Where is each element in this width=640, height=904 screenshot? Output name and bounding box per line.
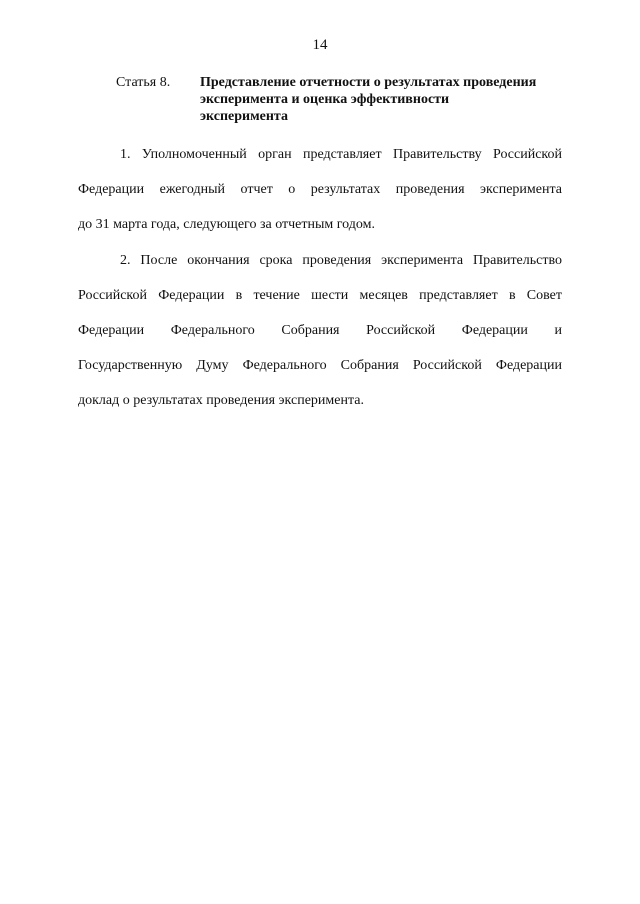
paragraph-line: Федерации ежегодный отчет о результатах проведения эксперимента xyxy=(78,182,562,197)
paragraph-line: Российской Федерации в течение шести месяцев представляет в Совет xyxy=(78,288,562,303)
article-title-line: Представление отчетности о результатах проведения xyxy=(200,75,537,90)
article-title-line: эксперимента xyxy=(200,109,288,124)
paragraph-line: Государственную Думу Федерального Собрания Российской Федерации xyxy=(78,358,562,373)
paragraph-line: Федерации Федерального Собрания Российской Федерации и xyxy=(78,323,562,338)
article-label: Статья 8. xyxy=(116,75,171,90)
paragraph-line: доклад о результатах проведения эксперимента. xyxy=(78,393,364,408)
paragraph-line: 2. После окончания срока проведения эксперимента Правительство xyxy=(120,253,562,268)
paragraph-line: до 31 марта года, следующего за отчетным годом. xyxy=(78,217,375,232)
paragraph-line: 1. Уполномоченный орган представляет Правительству Российской xyxy=(120,147,562,162)
article-header xyxy=(116,74,576,125)
article-title-line: эксперимента и оценка эффективности xyxy=(200,92,450,107)
page-number: 14 xyxy=(312,37,328,53)
article-title xyxy=(200,74,576,125)
